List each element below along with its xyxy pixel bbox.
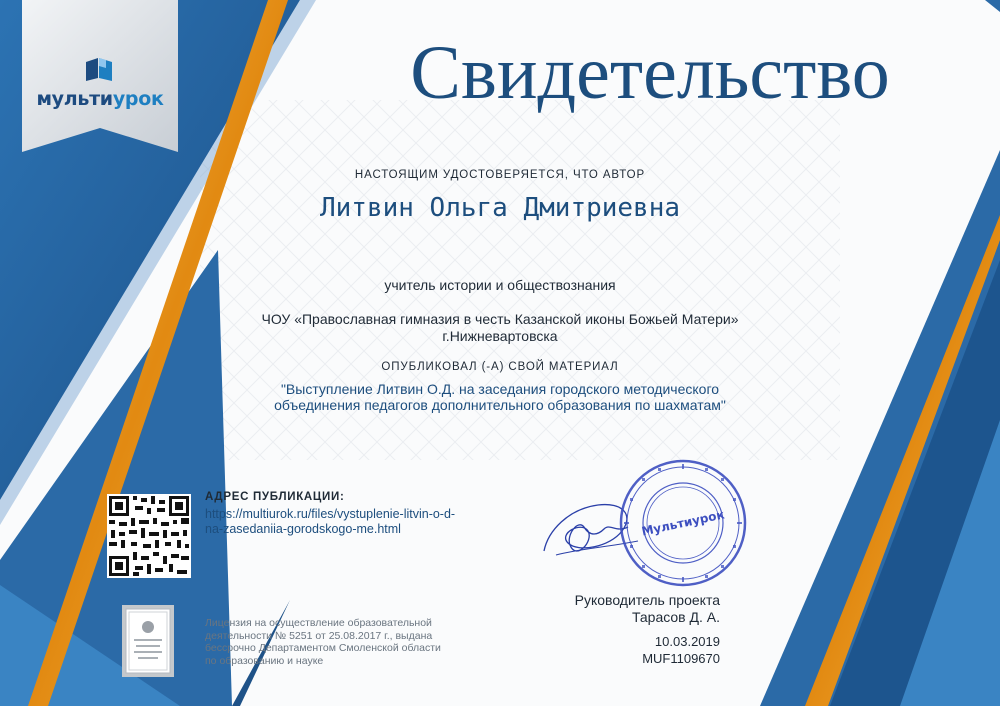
organization-line1: ЧОУ «Православная гимназия в честь Казанской иконы Божьей Матери» <box>261 311 739 327</box>
book-icon <box>84 56 114 82</box>
license-text <box>205 617 495 667</box>
brand-name-part1: мульти <box>36 88 113 110</box>
issue-date: 10.03.2019 <box>654 634 720 649</box>
organization-line2: г.Нижневартовска <box>442 328 558 344</box>
qr-code-icon <box>107 494 191 578</box>
publication-url-line2[interactable]: na-zasedaniia-gorodskogo-me.html <box>205 522 401 536</box>
publication-url-line1[interactable]: https://multiurok.ru/files/vystuplenie-litvin-o-d- <box>205 507 456 521</box>
published-text: ОПУБЛИКОВАЛ (-А) СВОЙ МАТЕРИАЛ <box>381 361 619 373</box>
organization <box>150 311 850 345</box>
signatory-name: Тарасов Д. А. <box>631 609 720 625</box>
publication-address-label: АДРЕС ПУБЛИКАЦИИ: <box>205 491 345 503</box>
brand-name-part2: урок <box>112 88 164 110</box>
license-line1: Лицензия на осуществление образовательной <box>205 617 432 629</box>
certificate-code: MUF1109670 <box>642 651 720 666</box>
author-name: Литвин Ольга Дмитриевна <box>319 193 681 223</box>
material-title-line2: объединения педагогов дополнительного образования по шахматам" <box>274 397 726 413</box>
signatory-role: Руководитель проекта <box>574 592 720 608</box>
license-line4: по образованию и науке <box>205 654 324 667</box>
certifies-text: НАСТОЯЩИМ УДОСТОВЕРЯЕТСЯ, ЧТО АВТОР <box>354 169 646 181</box>
stamp-seal-icon <box>618 458 748 588</box>
license-document-icon <box>122 605 174 677</box>
stamp-center-text: Мультиурок <box>640 507 726 539</box>
signatory <box>540 592 720 626</box>
material-title-line1: "Выступление Литвин О.Д. на заседания городского методического <box>280 381 720 397</box>
license-line2: деятельности № 5251 от 25.08.2017 г., выдана <box>205 629 433 642</box>
material-title <box>180 381 820 413</box>
publication-url[interactable] <box>205 507 545 537</box>
author-position: учитель истории и обществознания <box>384 277 616 293</box>
license-line3: бессрочно Департаментом Смоленской области <box>205 642 441 655</box>
brand-logo <box>34 88 166 110</box>
certificate-title: Свидетельство <box>410 31 890 115</box>
